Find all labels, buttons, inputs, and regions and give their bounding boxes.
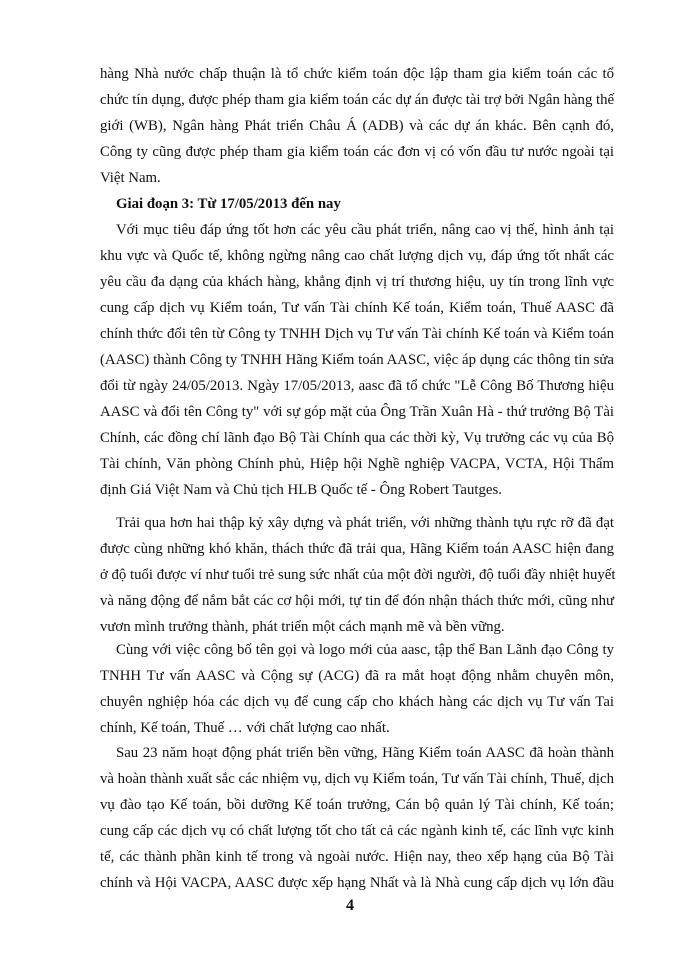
page-number: 4: [346, 897, 354, 914]
paragraph-1-line: Việt Nam.: [100, 170, 161, 186]
paragraph-2-line: (AASC) thành Công ty TNHH Hãng Kiểm toán AASC, việc áp dụng các thông tin sửa: [100, 352, 614, 368]
paragraph-5-line: và hoàn thành xuất sắc các nhiệm vụ, dịch vụ Kiểm toán, Tư vấn Tài chính, Thuế, dịch: [100, 771, 614, 787]
paragraph-5-line: Sau 23 năm hoạt động phát triển bền vững, Hãng Kiểm toán AASC đã hoàn thành: [116, 745, 614, 761]
paragraph-5-line: tế, các thành phần kinh tế trong và ngoài nước. Hiện nay, theo xếp hạng của Bộ Tài: [100, 849, 614, 865]
paragraph-5-line: cung cấp các dịch vụ có chất lượng tốt cho tất cả các ngành kinh tế, các lĩnh vực kinh: [100, 823, 614, 839]
paragraph-5-line: vụ đào tạo Kế toán, bồi dưỡng Kế toán trưởng, Cán bộ quản lý Tài chính, Kế toán;: [100, 797, 614, 813]
paragraph-1-line: giới (WB), Ngân hàng Phát triển Châu Á (ADB) và các dự án khác. Bên cạnh đó,: [100, 118, 614, 134]
paragraph-3-line: được cùng những khó khăn, thách thức đã trải qua, Hãng Kiểm toán AASC hiện đang: [100, 541, 614, 557]
paragraph-2-line: khu vực và Quốc tế, không ngừng nâng cao chất lượng dịch vụ, đáp ứng tốt nhất các: [100, 248, 614, 264]
section-heading: Giai đoạn 3: Từ 17/05/2013 đến nay: [116, 196, 341, 212]
paragraph-5-line: chính và Hội VACPA, AASC được xếp hạng Nhất và là Nhà cung cấp dịch vụ lớn đầu: [100, 875, 614, 891]
paragraph-4-line: Cùng với việc công bố tên gọi và logo mới của aasc, tập thể Ban Lãnh đạo Công ty: [116, 642, 614, 658]
paragraph-2-line: định Giá Việt Nam và Chủ tịch HLB Quốc tế - Ông Robert Tautges.: [100, 482, 502, 498]
paragraph-1-line: Công ty cũng được phép tham gia kiểm toán các đơn vị có vốn đầu tư nước ngoài tại: [100, 144, 614, 160]
paragraph-2-line: yêu cầu đa dạng của khách hàng, khẳng định vị trí thương hiệu, uy tín trong lĩnh vực: [100, 274, 614, 290]
paragraph-3-line: và năng động để nắm bắt các cơ hội mới, tự tin để đón nhận thách thức mới, cũng như: [100, 593, 614, 609]
paragraph-2-line: Tài chính, Văn phòng Chính phủ, Hiệp hội Nghề nghiệp VACPA, VCTA, Hội Thẩm: [100, 456, 614, 472]
paragraph-2-line: AASC và đổi tên Công ty" với sự góp mặt của Ông Trần Xuân Hà - thứ trưởng Bộ Tài: [100, 404, 614, 420]
paragraph-2-line: đổi từ ngày 24/05/2013. Ngày 17/05/2013, aasc đã tổ chức "Lễ Công Bố Thương hiệu: [100, 378, 614, 394]
paragraph-2-line: cung cấp dịch vụ Kiểm toán, Tư vấn Tài chính Kế toán, Kiểm toán, Thuế AASC đã: [100, 300, 614, 316]
paragraph-2-line: chính thức đổi tên từ Công ty TNHH Dịch vụ Tư vấn Tài chính Kế toán và Kiểm toán: [100, 326, 614, 342]
paragraph-1-line: hàng Nhà nước chấp thuận là tổ chức kiểm toán độc lập tham gia kiểm toán các tổ: [100, 66, 614, 82]
paragraph-4-line: TNHH Tư vấn AASC và Cộng sự (ACG) đã ra mắt hoạt động nhằm chuyên môn,: [100, 668, 614, 684]
paragraph-3-line: vươn mình trưởng thành, phát triển một cách mạnh mẽ và bền vững.: [100, 619, 505, 635]
paragraph-3-line: Trải qua hơn hai thập kỷ xây dựng và phát triển, với những thành tựu rực rỡ đã đạt: [116, 515, 614, 531]
paragraph-4-line: chuyên nghiệp hóa các dịch vụ để cung cấp cho khách hàng các dịch vụ Tư vấn Tai: [100, 694, 614, 710]
paragraph-1-line: chức tín dụng, được phép tham gia kiểm toán các dự án được tài trợ bởi Ngân hàng thế: [100, 92, 615, 108]
paragraph-3-line: ở độ tuổi được ví như tuổi trẻ sung sức nhất của một đời người, độ tuổi đầy nhiệt huyết: [100, 567, 616, 583]
paragraph-2-line: Với mục tiêu đáp ứng tốt hơn các yêu cầu phát triển, nâng cao vị thế, hình ảnh tại: [116, 222, 614, 238]
paragraph-2-line: Chính, các đồng chí lãnh đạo Bộ Tài Chính qua các thời kỳ, Vụ trưởng các vụ của Bộ: [100, 430, 614, 446]
paragraph-4-line: chính, Kế toán, Thuế … với chất lượng cao nhất.: [100, 720, 390, 736]
